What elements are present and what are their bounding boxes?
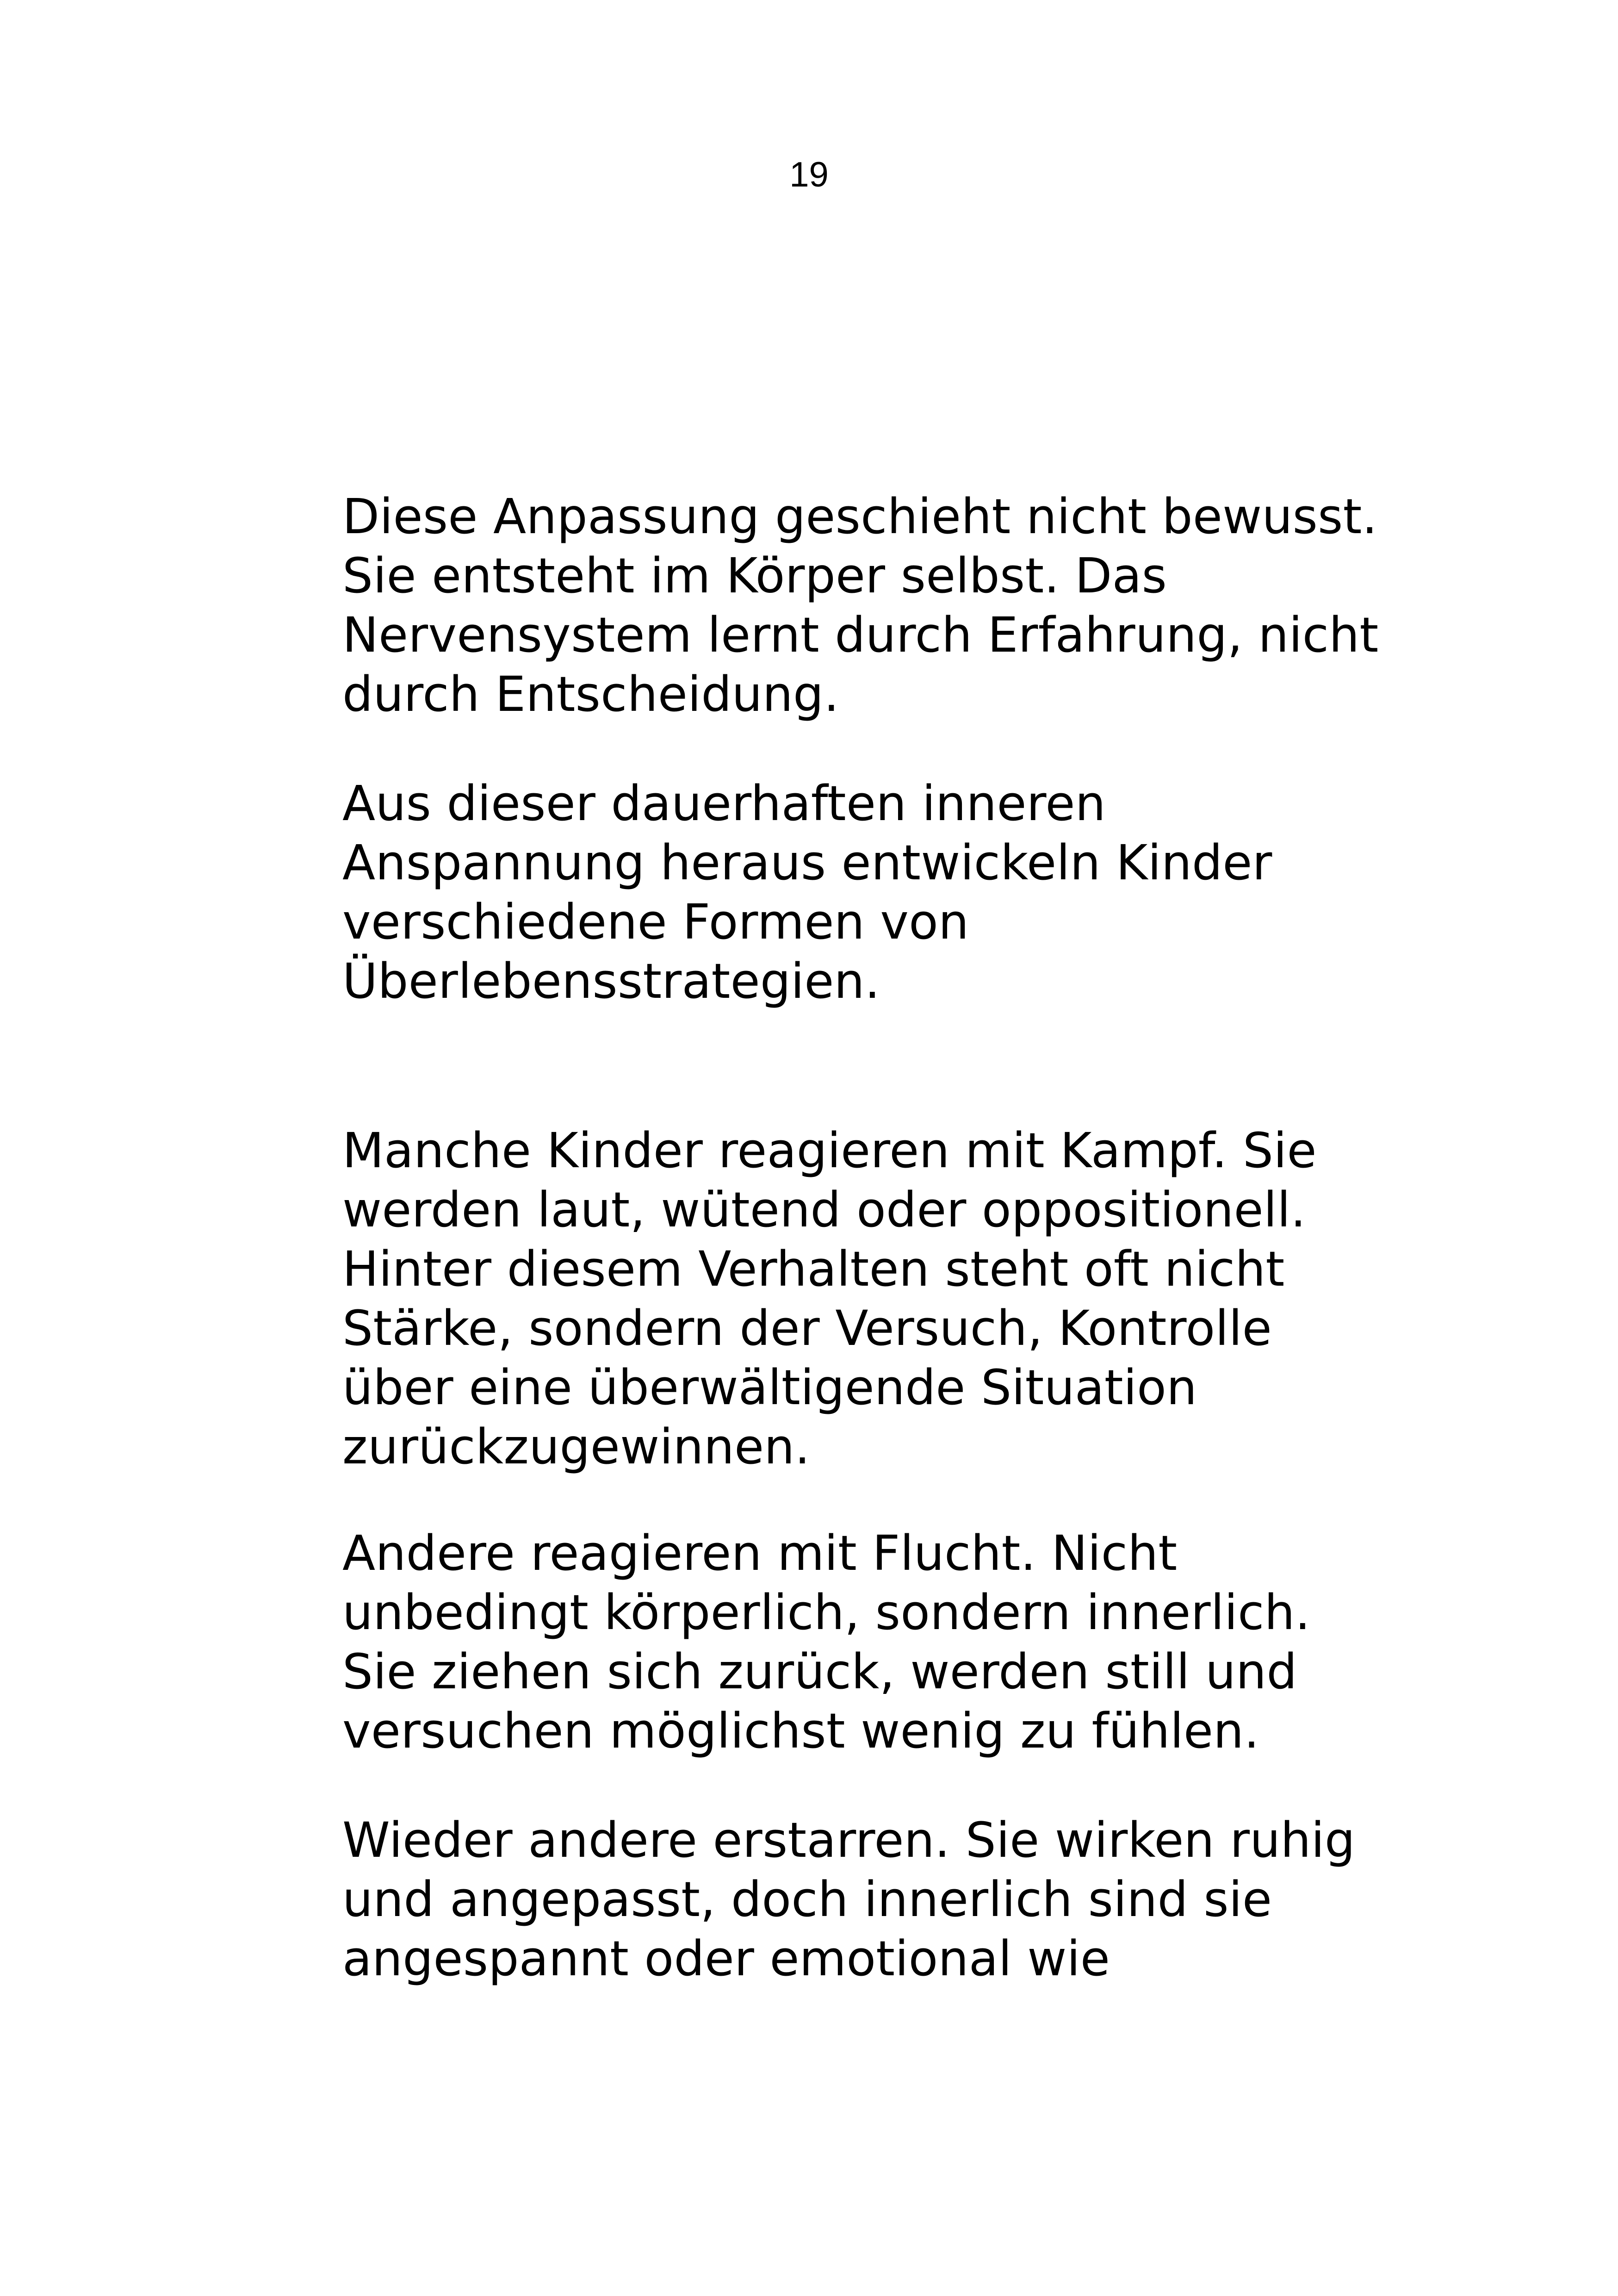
paragraph-flight-response: Andere reagieren mit Flucht. Nicht unbedingt körperlich, sondern innerlich. Sie ziehen sich zurück, werden still und versuchen möglichst wenig zu fühlen.: [342, 1525, 1311, 1759]
paragraph-fight-response: Manche Kinder reagieren mit Kampf. Sie werden laut, wütend oder oppositionell. Hinter diesem Verhalten steht oft nicht Stärke, sondern der Versuch, Kontrolle über eine überwältigende Situation zurückzugewinnen.: [342, 1122, 1317, 1475]
page-number: 19: [789, 155, 829, 194]
paragraph-freeze-response: Wieder andere erstarren. Sie wirken ruhig und angepasst, doch innerlich sind sie angespannt oder emotional wie: [342, 1812, 1356, 1987]
paragraph-survival-strategies: Aus dieser dauerhaften inneren Anspannung heraus entwickeln Kinder verschiedene Formen von Überlebensstrategien.: [342, 775, 1272, 1009]
paragraph-adaptation: Diese Anpassung geschieht nicht bewusst. Sie entsteht im Körper selbst. Das Nervensystem lernt durch Erfahrung, nicht durch Entscheidung.: [342, 488, 1379, 722]
